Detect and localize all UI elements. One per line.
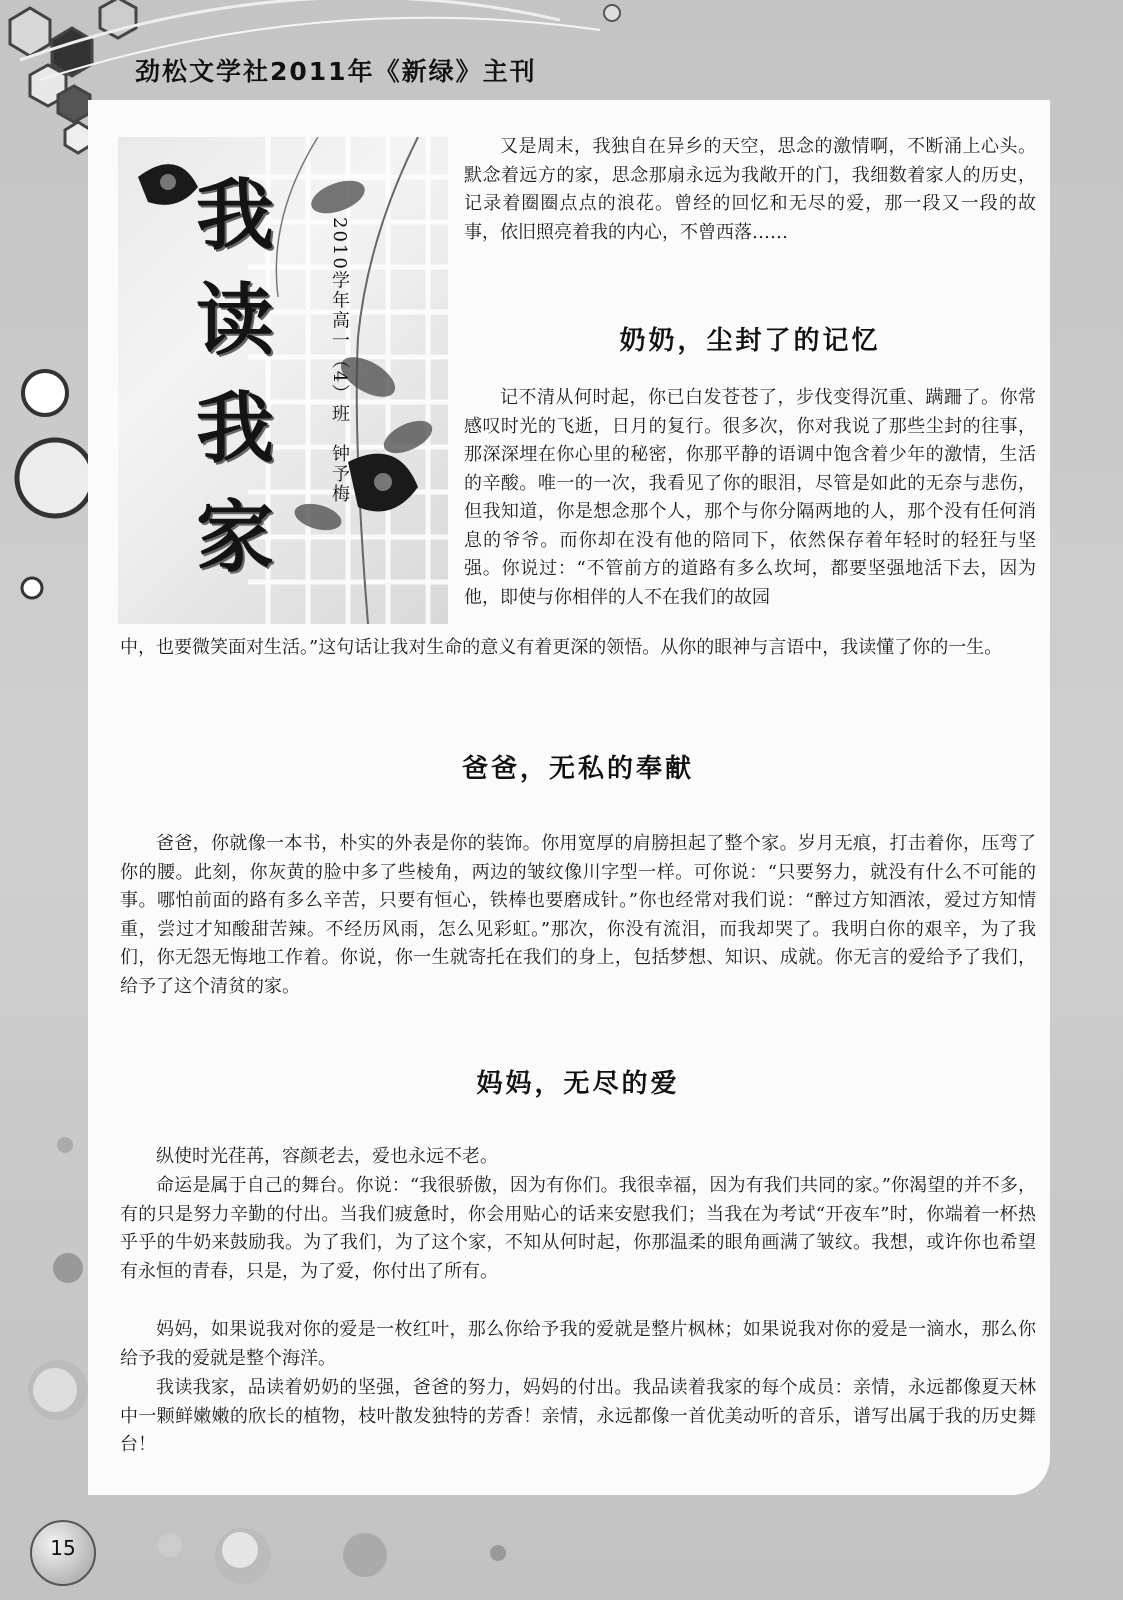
father-paragraph: 爸爸，你就像一本书，朴实的外表是你的装饰。你用宽厚的肩膀担起了整个家。岁月无痕，打击着你，压弯了你的腰。此刻，你灰黄的脸中多了些棱角，两边的皱纹像川字型一样。可你说：“只要努力，就没有什么不可能的事。哪怕前面的路有多么辛苦，只要有恒心，铁棒也要磨成针。”你也经常对我们说：“醉过方知酒浓，爱过方知情重，尝过才知酸甜苦辣。不经历风雨，怎么见彩虹。”那次，你没有流泪，而我却哭了。我明白你的艰辛，为了我们，你无怨无悔地工作着。你说，你一生就寄托在我们的身上，包括梦想、知识、成就。你无言的爱给予了我们，给予了这个清贫的家。 [120, 833, 1036, 997]
mother-paragraph: 纵使时光荏苒，容颜老去，爱也永远不老。 [156, 1146, 498, 1167]
section-title-mother: 妈妈，无尽的爱 [476, 1069, 680, 1099]
grandma-paragraph-continued: 中，也要微笑面对生活。”这句话让我对生命的意义有着更深的领悟。从你的眼神与言语中，我读懂了你的一生。 [120, 637, 1003, 658]
cover-byline: 2010学年高一（4）班 钟予梅 [329, 217, 350, 505]
header-title: 劲松文学社2011年《新绿》主刊 [135, 57, 537, 86]
mother-paragraph: 我读我家，品读着奶奶的坚强，爸爸的努力，妈妈的付出。我品读着我家的每个成员：亲情，永远都像夏天林中一颗鲜嫩嫩的欣长的植物，枝叶散发独特的芳香！亲情，永远都像一首优美动听的音乐，谱写出属于我的历史舞台！ [120, 1377, 1036, 1455]
morning-glory-illustration [118, 137, 448, 624]
cover-title-char: 我 [196, 383, 275, 474]
intro-paragraph: 又是周末，我独自在异乡的天空，思念的激情啊，不断涌上心头。默念着远方的家，思念那扇永远为我敞开的门，我细数着家人的历史，记录着圈圈点点的浪花。曾经的回忆和无尽的爱，那一段又一段的故事，依旧照亮着我的内心，不曾西落…… [464, 136, 1036, 243]
grandma-paragraph: 记不清从何时起，你已白发苍苍了，步伐变得沉重、蹒跚了。你常感叹时光的飞逝，日月的复行。很多次，你对我说了那些尘封的往事，那深深埋在你心里的秘密，你那平静的语调中饱含着少年的激情，生活的辛酸。唯一的一次，我看见了你的眼泪，尽管是如此的无奈与悲伤，但我知道，你是想念那个人，那个与你分隔两地的人，那个没有任何消息的爷爷。而你却在没有他的陪同下，依然保存着年轻时的轻狂与坚强。你说过：“不管前方的道路有多么坎坷，都要坚强地活下去，因为他，即使与你相伴的人不在我们的故园 [464, 387, 1036, 608]
page-number: 15 [50, 1536, 76, 1560]
cover-title-char: 读 [196, 275, 275, 366]
cover-title-char: 家 [196, 492, 275, 583]
mother-paragraph: 妈妈，如果说我对你的爱是一枚红叶，那么你给予我的爱就是整片枫林；如果说我对你的爱是一滴水，那么你给予我的爱就是整个海洋。 [120, 1319, 1036, 1369]
cover-title-char: 我 [196, 170, 275, 261]
cover-image [118, 137, 448, 624]
mother-paragraph: 命运是属于自己的舞台。你说：“我很骄傲，因为有你们。我很幸福，因为有我们共同的家。”你渴望的并不多，有的只是努力辛勤的付出。当我们疲惫时，你会用贴心的话来安慰我们；当我在为考试“开夜车”时，你端着一杯热乎乎的牛奶来鼓励我。为了我们，为了这个家，不知从何时起，你那温柔的眼角画满了皱纹。我想，或许你也希望有永恒的青春，只是，为了爱，你付出了所有。 [120, 1175, 1036, 1282]
section-title-father: 爸爸，无私的奉献 [461, 754, 694, 784]
section-title-grandma: 奶奶，尘封了的记忆 [619, 326, 881, 356]
